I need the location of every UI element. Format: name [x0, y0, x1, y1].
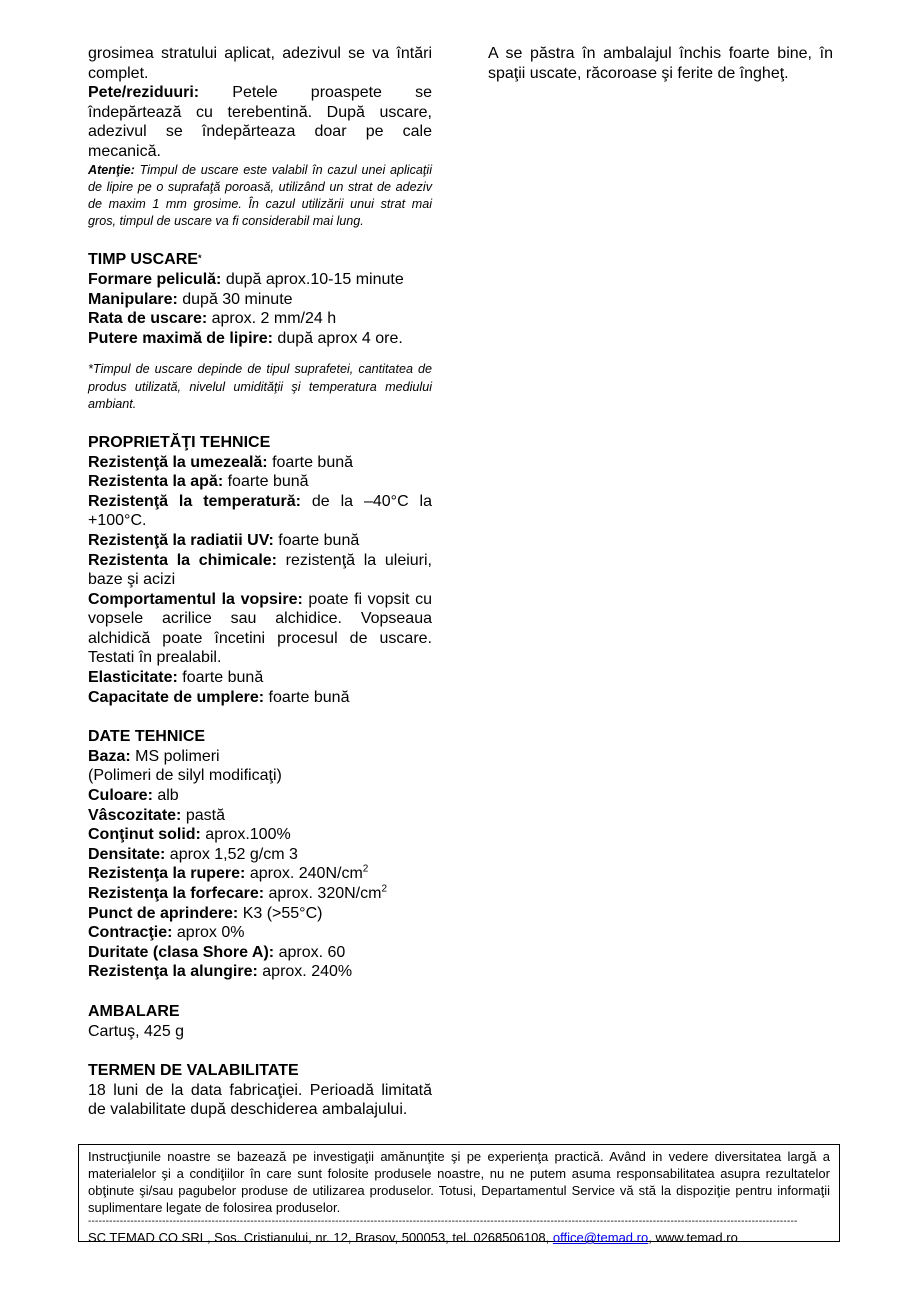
footer-separator: --------------------------------------------------------------------------------------------------------------------------------------------------------------------------------------------------------- — [88, 1216, 798, 1227]
tech-data-item-value: aprox 0% — [172, 924, 245, 942]
property-item-row — [88, 668, 432, 688]
footer-disclaimer-box — [78, 1144, 840, 1245]
company-address: SC TEMAD CO SRL, Sos. Cristianului, nr. 12, Brasov, 500053, tel. 0268506108, — [88, 1230, 553, 1245]
tech-data-item-label: Contracţie: — [88, 924, 173, 942]
base-label: Baza: — [88, 747, 131, 765]
tech-data-item-row — [88, 864, 432, 884]
storage-text: A se păstra în ambalajul închis foarte bine, în spaţii uscate, răcoroase şi ferite de îngheţ. — [488, 45, 833, 82]
tech-data-item-label: Vâscozitate: — [88, 806, 182, 824]
drying-item-label: Rata de uscare: — [88, 310, 208, 328]
tech-data-item-label: Duritate (clasa Shore A): — [88, 943, 275, 961]
intro-paragraph — [88, 44, 432, 83]
property-item-value: foarte bună — [223, 473, 309, 491]
property-item-value: foarte bună — [177, 669, 264, 687]
property-item-row — [88, 688, 432, 708]
drying-heading-star: * — [197, 253, 202, 264]
drying-item-row — [88, 270, 432, 290]
property-item-label: Rezistenţă la radiatii UV: — [88, 531, 274, 549]
tech-data-item-label: Densitate: — [88, 845, 166, 863]
attention-label: Atenţie: — [88, 162, 135, 177]
drying-item-value: după aprox 4 ore. — [272, 329, 403, 347]
property-item-row — [88, 453, 432, 473]
tech-data-item-value: aprox. 60 — [274, 943, 346, 961]
drying-item-row — [88, 309, 432, 329]
property-item-value: foarte bună — [267, 453, 354, 471]
property-item-row — [88, 531, 432, 551]
tech-data-item-value: pastă — [181, 806, 225, 824]
property-item-value: poate fi vopsit cu vopsele acrilice sau alchidice. Vopseaua alchidică poate încetini procesul de uscare. Testati în prealabil. — [88, 590, 432, 667]
tech-data-item-value: aprox. 320N/cm — [264, 885, 382, 903]
attention-note — [88, 162, 432, 231]
tech-data-item-label: Conţinut solid: — [88, 826, 201, 844]
stains-text: Petele proaspete se îndepărtează cu terebentină. După uscare, adezivul se îndepărteaza doar pe cale mecanică. — [88, 84, 432, 160]
tech-data-item-value: alb — [152, 787, 179, 805]
email-link[interactable]: office@temad.ro — [552, 1230, 649, 1245]
base-value: MS polimeri — [130, 747, 220, 765]
tech-data-item-value: aprox. 240N/cm — [245, 865, 363, 883]
packaging-text: Cartuş, 425 g — [88, 1022, 185, 1040]
drying-item-row — [88, 329, 432, 349]
drying-item-label: Putere maximă de lipire: — [88, 329, 273, 347]
tech-data-item-row — [88, 904, 432, 924]
shelf-life-text: 18 luni de la data fabricaţiei. Perioadă limitată de valabilitate după deschiderea ambalajului. — [88, 1081, 432, 1119]
tech-data-item-row — [88, 825, 432, 845]
drying-item-value: după 30 minute — [177, 290, 293, 308]
tech-data-item-row — [88, 845, 432, 865]
tech-data-item-value: aprox 1,52 g/cm 3 — [165, 845, 298, 863]
property-item-label: Elasticitate: — [88, 669, 178, 687]
technical-data-heading: DATE TEHNICE — [88, 728, 206, 746]
drying-list — [88, 270, 432, 348]
drying-item-row — [88, 290, 432, 310]
tech-data-item-row — [88, 884, 432, 904]
property-item-label: Capacitate de umplere: — [88, 688, 265, 706]
drying-item-label: Formare peliculă: — [88, 270, 222, 288]
property-item-label: Rezistenţă la temperatură: — [88, 492, 301, 510]
property-item-value: rezistenţă la uleiuri, baze şi acizi — [88, 551, 433, 589]
property-item-value: foarte bună — [273, 531, 360, 549]
packaging-heading: AMBALARE — [88, 1002, 180, 1020]
attention-text: Timpul de uscare este valabil în cazul unei aplicaţii de lipire pe o suprafaţă poroasă, utilizând un strat de adeziv de maxim 1 mm grosime. În cazul utilizării unui strat mai gros, timpul de uscare va fi considerabil mai lung. — [88, 162, 432, 229]
technical-data-list — [88, 786, 432, 982]
base-note: (Polimeri de silyl modificaţi) — [88, 767, 282, 785]
property-item-label: Rezistenta la chimicale: — [88, 551, 277, 569]
base-row — [88, 747, 432, 767]
tech-data-item-row — [88, 786, 432, 806]
tech-data-item-label: Punct de aprindere: — [88, 904, 239, 922]
tech-data-item-row — [88, 962, 432, 982]
properties-list — [88, 453, 432, 708]
drying-item-value: aprox. 2 mm/24 h — [207, 310, 337, 328]
company-website: , www.temad.ro — [648, 1230, 738, 1245]
tech-data-item-value: aprox.100% — [200, 826, 291, 844]
tech-data-item-unit-superscript: 2 — [381, 883, 388, 895]
property-item-value: de la –40°C la +100°C. — [88, 492, 432, 530]
drying-heading-text: TIMP USCARE — [88, 251, 198, 269]
drying-heading — [88, 250, 432, 270]
tech-data-item-value: K3 (>55°C) — [238, 904, 323, 922]
tech-data-item-value: aprox. 240% — [257, 963, 353, 981]
property-item-label: Rezistenţă la umezeală: — [88, 453, 268, 471]
tech-data-item-row — [88, 923, 432, 943]
drying-item-value: după aprox.10-15 minute — [221, 270, 404, 288]
properties-heading: PROPRIETĂŢI TEHNICE — [88, 433, 271, 451]
property-item-row — [88, 590, 432, 668]
tech-data-item-label: Rezistenţa la rupere: — [88, 865, 246, 883]
drying-item-label: Manipulare: — [88, 290, 178, 308]
right-column — [488, 44, 833, 83]
tech-data-item-row — [88, 806, 432, 826]
tech-data-item-unit-superscript: 2 — [362, 864, 369, 876]
stains-label: Pete/reziduuri: — [88, 84, 200, 102]
property-item-label: Rezistenta la apă: — [88, 473, 224, 491]
tech-data-item-row — [88, 943, 432, 963]
shelf-life-heading: TERMEN DE VALABILITATE — [88, 1062, 299, 1080]
company-contact — [88, 1229, 830, 1246]
disclaimer-text: Instrucţiunile noastre se bazează pe investigaţii amănunţite şi pe experienţa practică. Având in vedere diversitatea largă a materialelor şi a condiţiilor în care sunt folosite produsele noastre, nu ne putem asuma responsabilitatea asupra rezultatelor obţinute şi/sau pagubelor produse de utilizarea produselor. Totusi, Departamentul Service vă stă la dispoziţie pentru informaţii suplimentare legate de folosirea produselor. — [88, 1149, 830, 1215]
tech-data-item-label: Rezistenţa la alungire: — [88, 963, 258, 981]
property-item-row — [88, 551, 432, 590]
tech-data-item-label: Culoare: — [88, 787, 153, 805]
stains-paragraph — [88, 83, 432, 161]
property-item-row — [88, 492, 432, 531]
property-item-row — [88, 472, 432, 492]
intro-text: grosimea stratului aplicat, adezivul se va întări complet. — [88, 45, 432, 82]
drying-footnote: *Timpul de uscare depinde de tipul suprafetei, cantitatea de produs utilizată, nivelul umidităţii şi temperatura mediului ambiant. — [88, 362, 432, 411]
tech-data-item-label: Rezistenţa la forfecare: — [88, 885, 265, 903]
property-item-label: Comportamentul la vopsire: — [88, 590, 303, 608]
left-column — [88, 44, 432, 1120]
property-item-value: foarte bună — [264, 688, 350, 706]
